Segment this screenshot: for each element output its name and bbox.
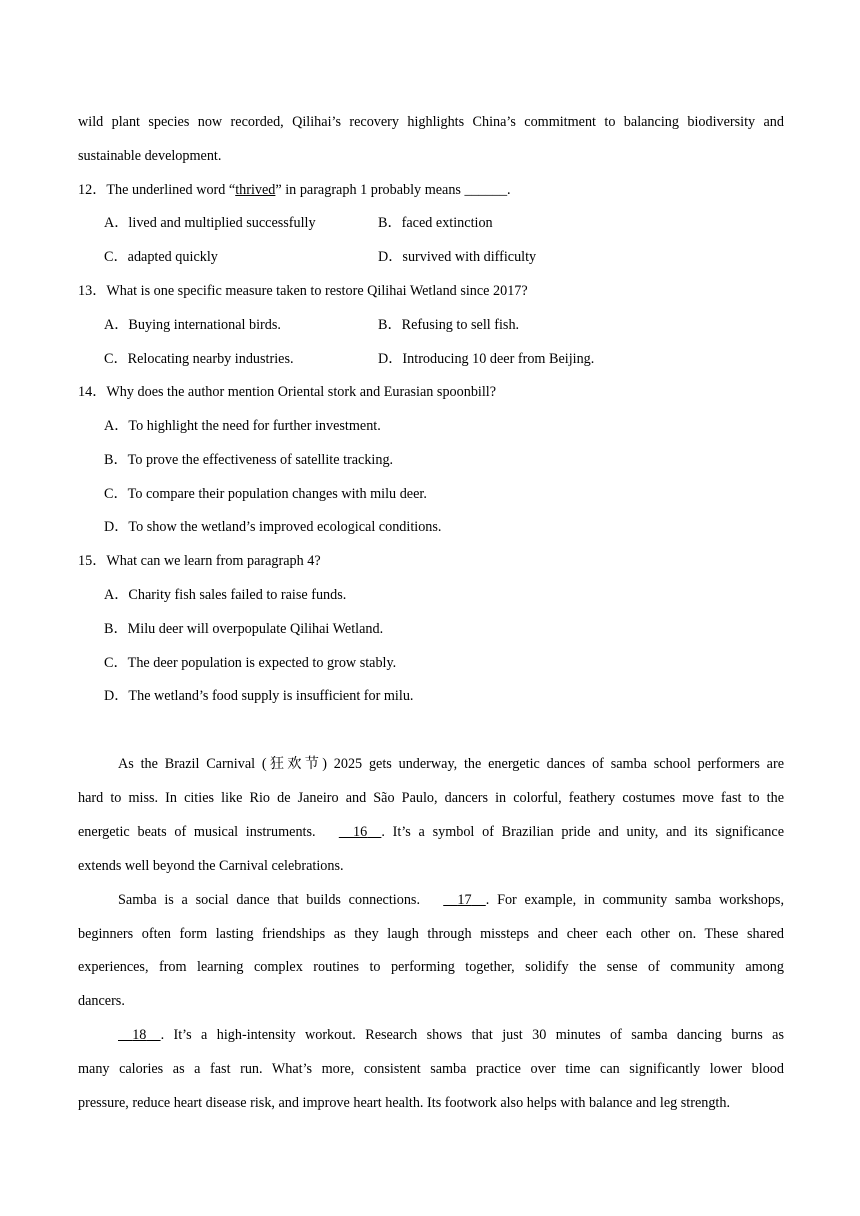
question-13-option-c: C．Relocating nearby industries.	[104, 351, 294, 367]
underlined-word: thrived	[235, 182, 276, 198]
passage-p2-line-1	[118, 890, 784, 910]
question-12-option-b: B．faced extinction	[378, 215, 493, 231]
question-15-option-c: C．The deer population is expected to grow stably.	[104, 655, 397, 671]
blank-18	[118, 1025, 161, 1045]
question-15-option-a: A．Charity fish sales failed to raise funds.	[104, 587, 347, 603]
question-15-option-d: D．The wetland’s food supply is insufficient for milu.	[104, 688, 414, 704]
blank-16-number: 16	[353, 824, 368, 840]
passage-p2-line-1-pre: Samba is a social dance that builds connections.	[118, 892, 420, 908]
passage-p1-line-3-post: . It’s a symbol of Brazilian pride and unity, and its significance	[381, 824, 785, 840]
passage-p1-line-1: As the Brazil Carnival (狂欢节) 2025 gets underway, the energetic dances of samba school performers are	[118, 756, 784, 772]
passage-p2-line-4: dancers.	[78, 993, 125, 1009]
question-12-option-d: D．survived with difficulty	[378, 249, 537, 265]
passage-p1-line-3	[78, 822, 784, 842]
blank-17	[443, 890, 486, 910]
passage-p3-line-2: many calories as a fast run. What’s more, consistent samba practice over time can significantly lower blood	[78, 1061, 784, 1077]
passage-p2-line-2: beginners often form lasting friendships as they laugh through missteps and cheer each other on. These shared	[78, 926, 784, 942]
passage-p2-line-1-post: . For example, in community samba workshops,	[485, 892, 785, 908]
question-12-option-c: C．adapted quickly	[104, 249, 218, 265]
intro-line-2: sustainable development.	[78, 148, 222, 164]
passage-p1-line-4: extends well beyond the Carnival celebrations.	[78, 858, 344, 874]
question-14-option-d: D．To show the wetland’s improved ecological conditions.	[104, 519, 442, 535]
passage-p1-line-2: hard to miss. In cities like Rio de Janeiro and São Paulo, dancers in colorful, feathery costumes move fast to the	[78, 790, 784, 806]
blank-16	[339, 822, 382, 842]
question-14-stem: 14．Why does the author mention Oriental stork and Eurasian spoonbill?	[78, 384, 497, 400]
question-12-option-a: A．lived and multiplied successfully	[104, 215, 316, 231]
question-13-stem: 13．What is one specific measure taken to restore Qilihai Wetland since 2017?	[78, 283, 528, 299]
intro-line-1: wild plant species now recorded, Qilihai’s recovery highlights China’s commitment to balancing biodiversity and	[78, 114, 784, 130]
question-13-option-a: A．Buying international birds.	[104, 317, 281, 333]
question-12-text: 12．The underlined word “thrived” in paragraph 1 probably means ______.	[78, 182, 511, 198]
passage-p1-line-3-pre: energetic beats of musical instruments.	[78, 824, 316, 840]
question-14-option-a: A．To highlight the need for further investment.	[104, 418, 381, 434]
question-12-stem	[78, 180, 784, 200]
blank-17-number: 17	[457, 892, 472, 908]
blank-18-number: 18	[132, 1027, 147, 1043]
passage-p2-line-3: experiences, from learning complex routines to performing together, solidify the sense of community among	[78, 959, 784, 975]
question-13-option-b: B．Refusing to sell fish.	[378, 317, 520, 333]
question-13-option-d: D．Introducing 10 deer from Beijing.	[378, 351, 595, 367]
question-14-option-b: B．To prove the effectiveness of satellite tracking.	[104, 452, 394, 468]
passage-p3-line-1	[118, 1025, 784, 1045]
passage-p3-line-3: pressure, reduce heart disease risk, and improve heart health. Its footwork also helps with balance and leg strength.	[78, 1095, 731, 1111]
question-15-stem: 15．What can we learn from paragraph 4?	[78, 553, 321, 569]
question-14-option-c: C．To compare their population changes with milu deer.	[104, 486, 427, 502]
question-15-option-b: B．Milu deer will overpopulate Qilihai Wetland.	[104, 621, 384, 637]
passage-p3-line-1-post: . It’s a high-intensity workout. Research shows that just 30 minutes of samba dancing burns as	[160, 1027, 784, 1043]
